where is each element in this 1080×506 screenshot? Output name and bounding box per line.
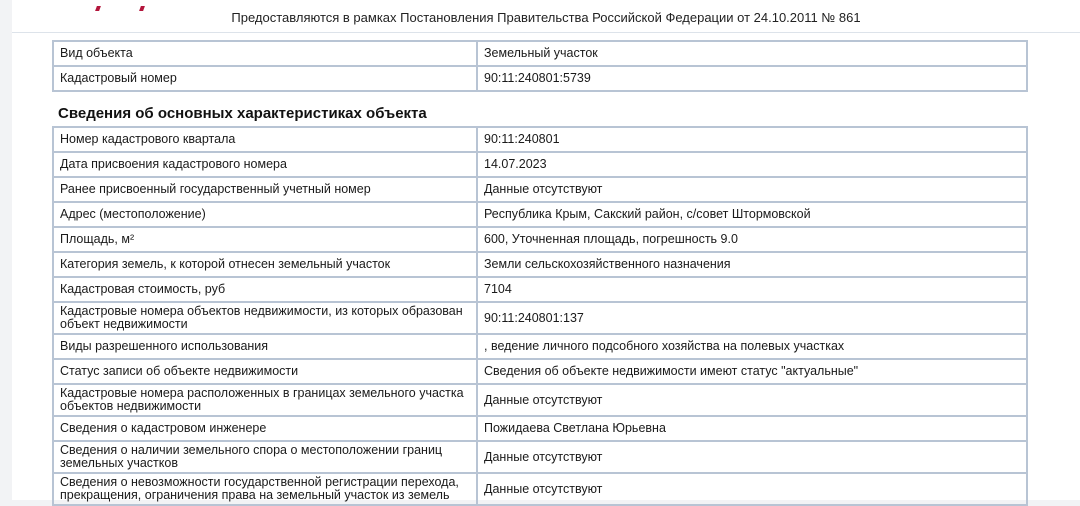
table-row	[53, 41, 1027, 66]
row-value: Данные отсутствуют	[477, 441, 1027, 473]
row-value: Сведения об объекте недвижимости имеют статус "актуальные"	[477, 359, 1027, 384]
row-value: Данные отсутствуют	[477, 384, 1027, 416]
row-label: Статус записи об объекте недвижимости	[53, 359, 477, 384]
table-row	[53, 66, 1027, 91]
row-value: Пожидаева Светлана Юрьевна	[477, 416, 1027, 441]
row-label: Сведения о невозможности государственной регистрации перехода, прекращения, ограничения права на земельный участок из земель	[53, 473, 477, 505]
table-row	[53, 227, 1027, 252]
table-row	[53, 202, 1027, 227]
document-page	[12, 0, 1080, 500]
object-table	[52, 40, 1028, 92]
row-label: Кадастровая стоимость, руб	[53, 277, 477, 302]
row-value: 7104	[477, 277, 1027, 302]
row-label: Кадастровые номера объектов недвижимости, из которых образован объект недвижимости	[53, 302, 477, 334]
row-value: 600, Уточненная площадь, погрешность 9.0	[477, 227, 1027, 252]
table-row	[53, 127, 1027, 152]
table-row	[53, 252, 1027, 277]
row-value: 90:11:240801	[477, 127, 1027, 152]
table-row	[53, 277, 1027, 302]
row-value: Земельный участок	[477, 41, 1027, 66]
row-label: Адрес (местоположение)	[53, 202, 477, 227]
row-label: Вид объекта	[53, 41, 477, 66]
characteristics-table	[52, 126, 1028, 506]
row-value: 90:11:240801:5739	[477, 66, 1027, 91]
row-label: Площадь, м²	[53, 227, 477, 252]
row-value: Республика Крым, Сакский район, с/совет Штормовской	[477, 202, 1027, 227]
row-label: Сведения о кадастровом инженере	[53, 416, 477, 441]
row-label: Сведения о наличии земельного спора о местоположении границ земельных участков	[53, 441, 477, 473]
table-row	[53, 334, 1027, 359]
table-row	[53, 359, 1027, 384]
table-row	[53, 441, 1027, 473]
row-value: Данные отсутствуют	[477, 473, 1027, 505]
row-value: Земли сельскохозяйственного назначения	[477, 252, 1027, 277]
row-value: 14.07.2023	[477, 152, 1027, 177]
row-value: Данные отсутствуют	[477, 177, 1027, 202]
section-title: Сведения об основных характеристиках объекта	[58, 105, 427, 122]
table-row	[53, 384, 1027, 416]
table-row	[53, 177, 1027, 202]
table-row	[53, 416, 1027, 441]
table-row	[53, 152, 1027, 177]
row-label: Ранее присвоенный государственный учетный номер	[53, 177, 477, 202]
row-label: Кадастровый номер	[53, 66, 477, 91]
row-label: Виды разрешенного использования	[53, 334, 477, 359]
page-header	[12, 0, 1080, 33]
row-label: Номер кадастрового квартала	[53, 127, 477, 152]
row-label: Категория земель, к которой отнесен земельный участок	[53, 252, 477, 277]
row-value: , ведение личного подсобного хозяйства на полевых участках	[477, 334, 1027, 359]
row-value: 90:11:240801:137	[477, 302, 1027, 334]
row-label: Дата присвоения кадастрового номера	[53, 152, 477, 177]
table-row	[53, 473, 1027, 505]
row-label: Кадастровые номера расположенных в границах земельного участка объектов недвижимости	[53, 384, 477, 416]
table-row	[53, 302, 1027, 334]
header-subtitle: Предоставляются в рамках Постановления Правительства Российской Федерации от 24.10.2011 № 861	[231, 10, 861, 25]
